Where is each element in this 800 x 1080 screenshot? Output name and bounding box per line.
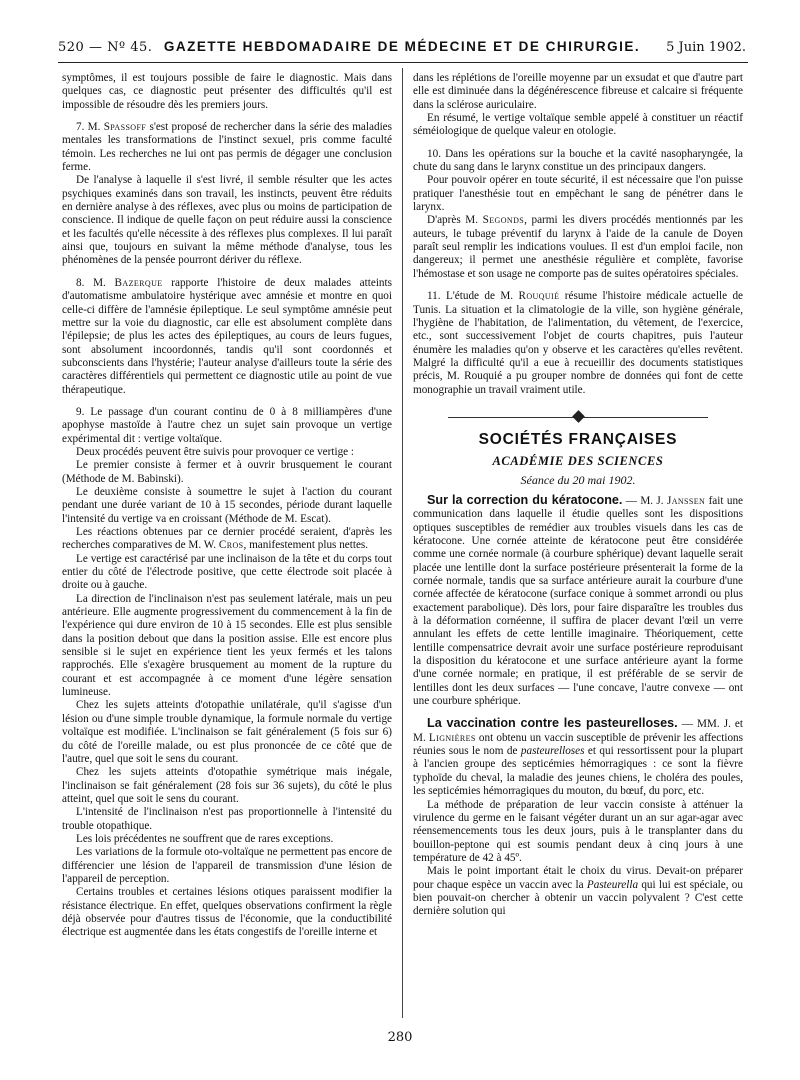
page-issue-number: 520 — Nº 45. xyxy=(58,40,153,55)
section-divider xyxy=(413,409,743,427)
author-name: Lignières xyxy=(428,731,476,744)
paragraph: Chez les sujets atteints d'otopathie unilatérale, qu'il s'agisse d'un lésion ou d'une simple trouble dynamique, la formule normale du vertige voltaïque est modifiée. L'inclinaison se fait généralement (5 fois sur 6) du côté de l'oreille malade, ou est plus prononcée de ce côté que de l'autre, quel que soit le sens du courant. xyxy=(62,699,392,765)
article-keratocone: Sur la correction du kératocone. — M. J. Janssen fait une communication dans laquelle il étudie quelles sont les dispositions optiques susceptibles de remédier aux troubles visuels dans les cas de kératocone. Une cornée atteinte de kératocone peut être considérée comme une cornée normale (à courbure sphérique) devant laquelle serait placée une lentille dont la surface postérieure présenterait la forme de la cornée normale, tandis que sa surface antérieure aurait la courbure d'une cornée affectée de kératocone (surface conique à sommet arrondi ou plus exactement parabolique). Dès lors, pour faire disparaître les troubles dus à la déformation cornéenne, il suffira de placer devant l'œil un verre annulant les effets de cette lentille imaginaire. Théoriquement, cette lentille compensatrice devrait avoir une surface postérieure reproduisant la disposition du kératocone et une surface antérieure ayant la forme d'une cornée normale; en pratique, il est préférable de se servir de lentilles dont les deux surfaces — l'une concave, l'autre convexe — ont une courbure sphérique. xyxy=(413,492,743,708)
paragraph: symptômes, il est toujours possible de faire le diagnostic. Mais dans quelques cas, ce diagnostic peut présenter des difficultés qu'il est impossible de résoudre dès les premiers jours. xyxy=(62,72,392,111)
author-name: Rouquié xyxy=(518,290,560,303)
paragraph: La méthode de préparation de leur vaccin consiste à atténuer la virulence du germe en le faisant végéter durant un an sur agar-agar avec réensemencements tous les deux jours, puis à le transplanter dans du bouillon-peptone qui est soumis pendant deux à cinq jours à une température de 42 à 45º. xyxy=(413,798,743,864)
session-date: Séance du 20 mai 1902. xyxy=(520,472,636,487)
paragraph: Le premier consiste à fermer et à ouvrir brusquement le courant (Méthode de M. Babinski). xyxy=(62,459,392,485)
paragraph: Mais le point important était le choix du virus. Devait-on préparer pour chaque espèce un vaccin avec la Pasteurella qui lui est spéciale, ou bien pouvait-on chercher à obtenir un vaccin polyvalent ? C'est cette dernière solution qui xyxy=(413,865,743,918)
article-pasteurelloses: La vaccination contre les pasteurelloses. — MM. J. et M. Lignières ont obtenu un vaccin susceptible de prévenir les affections réunies sous le nom de pasteurelloses et qui ressortissent pour la plupart à l'ancien groupe des septicémies hémorragiques : ce sont la fièvre typhoïde du cheval, la maladie des jeunes chiens, le choléra des poules, les septicémies hémorragiques du mouton, du bœuf, du porc, etc. xyxy=(413,716,744,798)
paragraph: Chez les sujets atteints d'otopathie symétrique mais inégale, l'inclinaison se fait généralement (28 fois sur 36 sujets), du côté le plus atteint, quel que soit le sens du courant. xyxy=(62,766,392,805)
paragraph: D'après M. Segonds, parmi les divers procédés mentionnés par les auteurs, le tubage préventif du larynx à l'aide de la canule de Doyen paraît seul remplir les indications voulues. Il est d'un emploi facile, non dangereux; il permet une anesthésie régulière et complète, favorise l'hémostase et son usage ne comporte pas de suites opératoires spéciales. xyxy=(413,214,743,280)
page-number: 280 xyxy=(387,1030,413,1045)
right-column xyxy=(413,72,743,919)
paragraph: L'intensité de l'inclinaison n'est pas proportionnelle à l'intensité du trouble otopathique. xyxy=(62,806,392,832)
paragraph: Le deuxième consiste à soumettre le sujet à l'action du courant pendant une durée variant de 10 à 15 secondes, période durant laquelle l'intensité du vertige va en croissant (Méthode de M. Escat). xyxy=(62,485,392,525)
article-title: La vaccination contre les pasteurelloses. xyxy=(427,716,678,731)
page-header xyxy=(58,38,746,60)
paragraph: Les variations de la formule oto-voltaïque ne permettent pas encore de différencier une lésion de l'appareil de transmission d'une lésion de l'appareil de perception. xyxy=(62,846,392,885)
paragraph-9: 9. Le passage d'un courant continu de 0 à 8 milliampères d'une apophyse mastoïde à l'autre chez un sujet sain provoque un vertige expérimental dit : vertige voltaïque. xyxy=(62,405,392,445)
diamond-ornament-icon xyxy=(572,410,585,423)
column-divider xyxy=(402,68,403,1018)
paragraph: Les réactions obtenues par ce dernier procédé seraient, d'après les recherches comparatives de M. W. Cros, manifestement plus nettes. xyxy=(62,526,392,552)
paragraph: Certains troubles et certaines lésions otiques paraissent modifier la résistance électrique. En effet, quelques observations confirment la règle déjà observée pour d'autres tissus de l'économie, que la conductibilité électrique est augmentée dans les états congestifs de l'oreille interne et xyxy=(62,886,392,939)
article-title: Sur la correction du kératocone. xyxy=(427,492,623,507)
paragraph-8: 8. M. Bazerque rapporte l'histoire de deux malades atteints d'automatisme ambulatoire hystérique avec amnésie et montre en quoi celle-ci diffère de l'amnésie épileptique. Le seul symptôme amnésie peut mettre sur la voie du diagnostic, car elle est absolument complète dans l'épilepsie; de plus les actes des épileptiques, au cours de leurs fugues, sont absolument incoordonnés, tandis qu'il sont coordonnés et subconscients dans l'hystérie; l'auteur analyse d'ailleurs toute la série des caractères différentiels qui permettent ce diagnostic utile au point de vue thérapeutique. xyxy=(62,276,392,396)
paragraph: La direction de l'inclinaison n'est pas seulement latérale, mais un peu antérieure. Elle augmente progressivement du commencement à la fin de l'expérience qui dure environ de 10 à 15 secondes. Elle est plus sensible dans la position debout que dans la position assise. Elle est encore plus sensible si le sujet en expérience tient les yeux fermés et les talons rapprochés. Elle s'exagère brusquement au moment de la rupture du courant et est accompagnée à ce moment d'une légère sensation lumineuse. xyxy=(62,592,392,699)
author-name: Janssen xyxy=(666,494,706,507)
journal-title: GAZETTE HEBDOMADAIRE DE MÉDECINE ET DE CHIRURGIE. xyxy=(163,39,641,54)
paragraph: En résumé, le vertige voltaïque semble appelé à constituer un réactif séméiologique de quelque valeur en otologie. xyxy=(413,112,743,138)
paragraph-7: 7. M. Spassoff s'est proposé de rechercher dans la série des maladies mentales les transformations de l'instinct sexuel, pris comme faculté témoin. Les recherches ne lui ont pas permis de dégager une conclusion ferme. xyxy=(62,121,392,174)
left-column xyxy=(62,72,392,940)
paragraph-10: 10. Dans les opérations sur la bouche et la cavité nasopharyngée, la chute du sang dans le larynx constitue un des principaux dangers. xyxy=(413,147,743,174)
header-rule xyxy=(58,62,748,63)
author-name: Bazerque xyxy=(114,276,163,289)
paragraph: Le vertige est caractérisé par une inclinaison de la tête et du corps tout entier du côté de l'électrode positive, que cette électrode soit placée à droite ou à gauche. xyxy=(62,552,392,592)
paragraph: De l'analyse à laquelle il s'est livré, il semble résulter que les actes psychiques examinés dans son travail, les instincts, peuvent être réduits en dernière analyse à des réflexes, avec plus ou moins de participation de conscience. Il indique de quelle façon on peut réduire aussi la conscience et les facultés qu'elle nécessite à des réflexes plus complexes. Il lui paraît ainsi que, toujours en suivant la même méthode d'analyse, tous les phénomènes de la pensée pourront dériver du réflexe. xyxy=(62,174,392,267)
paragraph: Deux procédés peuvent être suivis pour provoquer ce vertige : xyxy=(76,445,355,458)
paragraph: Les lois précédentes ne souffrent que de rares exceptions. xyxy=(76,832,334,845)
author-name: Cros xyxy=(218,539,244,552)
academy-heading: ACADÉMIE DES SCIENCES xyxy=(492,454,664,469)
issue-date: 5 Juin 1902. xyxy=(666,40,746,55)
section-title: SOCIÉTÉS FRANÇAISES xyxy=(478,430,678,448)
paragraph: dans les réplétions de l'oreille moyenne par un exsudat et que d'autre part elle est diminuée dans la dégénérescence fibreuse et calcaire si fréquente dans la sclérose auriculaire. xyxy=(413,72,743,111)
paragraph-11: 11. L'étude de M. Rouquié résume l'histoire médicale actuelle de Tunis. La situation et la climatologie de la ville, son hygiène générale, l'hygiène de l'habitation, de l'alimentation, du vêtement, de l'exercice, etc., sont successivement l'objet de courts chapitres, puis l'auteur énumère les maladies qu'on y observe et les caractères qu'elles revêtent. Malgré la difficulté qu'il a eue à recueillir des documents statistiques précis, M. Rouquié a pu grouper nombre de données qui font de cette monographie un travail vraiment utile. xyxy=(413,290,744,396)
author-name: Segonds xyxy=(482,214,525,227)
author-name: Spassoff xyxy=(103,121,147,134)
paragraph: Pour pouvoir opérer en toute sécurité, il est nécessaire que l'on puisse pratiquer l'anesthésie tout en empêchant le sang de pénétrer dans le larynx. xyxy=(413,174,743,214)
